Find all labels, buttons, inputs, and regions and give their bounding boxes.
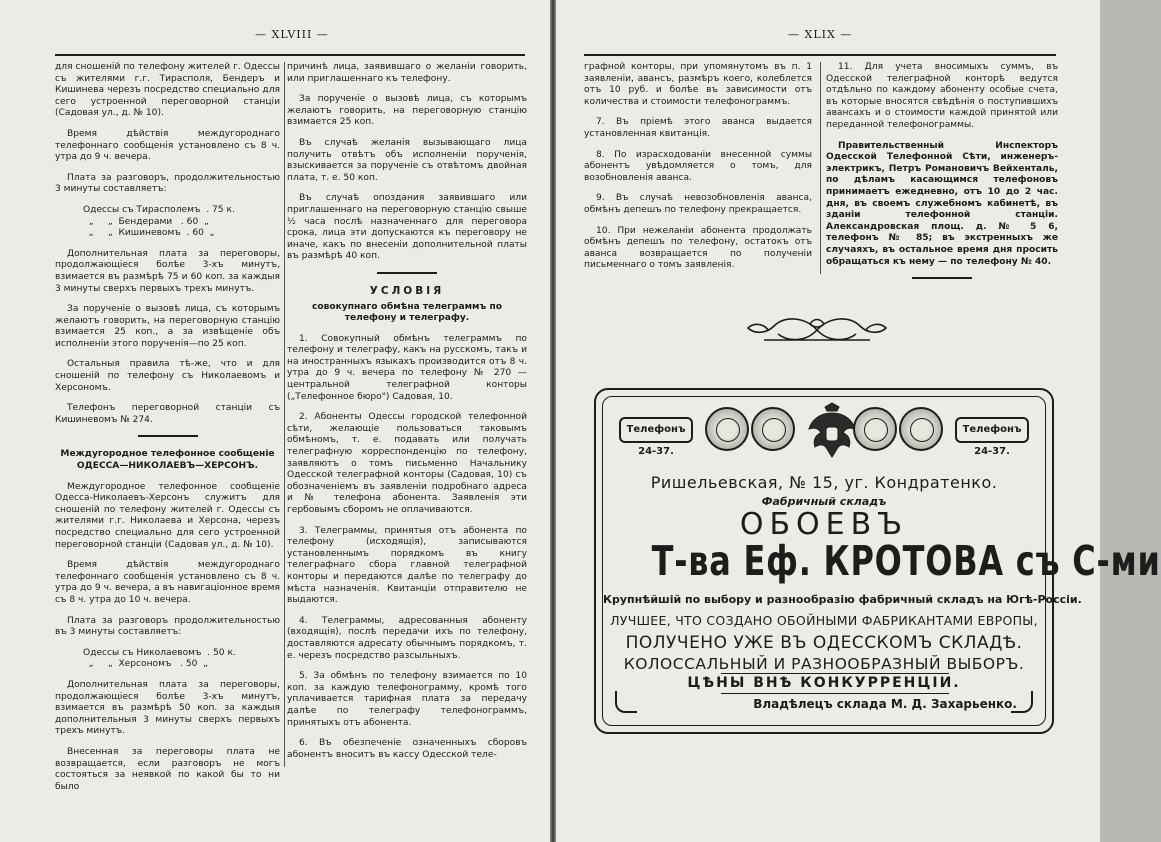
advert-slogan: КОЛОССАЛЬНЫЙ И РАЗНООБРАЗНЫЙ ВЫБОРЪ. [623, 655, 1025, 673]
condition-item: 8. По израсходованіи внесенной суммы абонентъ увѣдомляется о томъ, для возобновленія аванса. [584, 149, 812, 183]
advert-slogan: ЦѢНЫ ВНѢ КОНКУРРЕНЦІИ. [687, 675, 961, 691]
column-divider [820, 62, 821, 274]
phone-label-left: Телефонъ 24-37. [619, 417, 693, 443]
paragraph: для сношеній по телефону жителей г. Одессы съ жителями г.г. Тирасполя, Бендеръ и Кишинева черезъ посредство специально для сего устроенной переговорной станціи (Садовая ул., д. № 10). [55, 62, 280, 119]
paragraph: Дополнительная плата за переговоры, продолжающіеся болѣе 3-хъ минутъ, взимается въ размѣрѣ 50 коп. за каждыя дополнительныя 3 минуты сверхъ первыхъ трехъ минутъ. [55, 679, 280, 737]
double-eagle-crest-icon [807, 403, 857, 459]
medal-icon [853, 407, 897, 451]
advert-slogan: Крупнѣйшій по выбору и разнообразію фабричный складъ на Югѣ-Россіи. [603, 593, 1082, 606]
left-column-1 [55, 62, 280, 802]
paragraph: Время дѣйствія междугороднаго телефоннаго сообщенія установлено съ 8 ч. утра до 9 ч. вечера. [55, 128, 280, 163]
inspector-notice: Правительственный Инспекторъ Одесской Телефонной Сѣти, инженеръ-электрикъ, Петръ Романовичъ Вейхенталь, по дѣламъ касающимся телефоновъ принимаетъ ежедневно, отъ 10 до 2 час. дня, въ своемъ служебномъ кабинетѣ, въ зданіи телефонной станціи. Александровская площ. д. № 5 6, телефонъ № 85; въ экстренныхъ же случаяхъ, въ остальное время дня просить обращаться къ нему — по телефону № 40. [826, 140, 1058, 267]
section-rule [912, 277, 972, 279]
paragraph: За порученіе о вызовѣ лица, съ которымъ желаютъ говорить, на переговорную станцію взимается 25 коп., а за извѣщеніе объ исполненіи этого порученія—по 25 коп. [55, 304, 280, 349]
paragraph: графной конторы, при упомянутомъ въ п. 1 заявленіи, авансъ, размѣръ коего, колеблется отъ 10 руб. и болѣе въ зависимости отъ количества и стоимости телефонограммъ. [584, 62, 812, 107]
advert-slogan: ПОЛУЧЕНО УЖЕ ВЪ ОДЕССКОМЪ СКЛАДѢ. [625, 633, 1023, 653]
condition-item: 11. Для учета вносимыхъ суммъ, въ Одесской телеграфной конторѣ ведутся отдѣльно по каждому абоненту особые счета, въ которые вносятся свѣдѣнія о поступившихъ авансахъ и о стоимости каждой принятой или переданной телефонограммы. [826, 62, 1058, 130]
header-rule [584, 54, 1056, 56]
page-number: — XLIX — [788, 28, 853, 41]
rates-table-kishinev [83, 205, 280, 240]
advert-product: ОБОЕВЪ [739, 507, 909, 542]
section-rule [138, 435, 198, 437]
condition-item: 6. Въ обезпеченіе означенныхъ сборовъ абонентъ вноситъ въ кассу Одесской теле- [287, 738, 527, 760]
condition-item: 4. Телеграммы, адресованныя абоненту (входящія), послѣ передачи ихъ по телефону, доставляются адресату обычнымъ порядкомъ, т. е. черезъ посредство разсыльныхъ. [287, 615, 527, 661]
paragraph: Плата за разговоръ, продолжительностью 3 минуты составляетъ: [55, 172, 280, 195]
wallpaper-advertisement [594, 388, 1161, 734]
paragraph: Телефонъ переговорной станціи съ Кишиневомъ № 274. [55, 403, 280, 425]
medal-icon [705, 407, 749, 451]
right-column-2 [826, 62, 1058, 291]
right-page [556, 0, 1161, 842]
frame-corner-ornament [615, 691, 637, 713]
paragraph: Междугородное телефонное сообщеніе Одесса-Николаевъ-Херсонъ служитъ для сношеній по телефону жителей г. Одессы съ жителями г.г. Николаева и Херсона, черезъ посредство специально для сего устроенной переговорной станціи (Садовая ул., д. № 10). [55, 481, 280, 550]
condition-item: 10. При нежеланіи абонента продолжать обмѣнъ депешъ по телефону, остатокъ отъ аванса возвращается по полученіи письменнаго о томъ заявленія. [584, 225, 812, 271]
column-divider [284, 62, 285, 767]
rate-row: „ „ Херсономъ . 50 „ [83, 659, 208, 670]
medal-icon [899, 407, 943, 451]
left-column-2 [287, 62, 527, 770]
advert-rule [721, 693, 949, 694]
advert-address: Ришельевская, № 15, уг. Кондратенко. [650, 473, 998, 492]
paragraph: Въ случаѣ опоздания заявившаго или приглашеннаго на переговорную станцію свыше ½ часа послѣ назначеннаго для переговора срока, лица эти допускаются къ переговору не иначе, какъ по внесеніи дополнительной платы въ размѣрѣ 40 коп. [287, 193, 527, 262]
rate-row: „ „ Кишиневомъ . 60 „ [83, 228, 215, 239]
section-rule [377, 272, 437, 274]
paragraph: Время дѣйствія междугороднаго телефоннаго сообщенія установлено съ 8 ч. утра до 9 ч. вечера, а въ навигаціонное время съ 8 ч. утра до 10 ч. вечера. [55, 560, 280, 605]
advert-rule [721, 673, 949, 674]
left-page [0, 0, 550, 842]
advert-inner-frame [602, 396, 1161, 726]
advert-owner: Владѣлецъ склада М. Д. Захарьенко. [753, 697, 1017, 711]
paragraph: Остальныя правила тѣ-же, что и для сношеній по телефону съ Николаевомъ и Херсономъ. [55, 359, 280, 393]
paragraph: причинѣ лица, заявившаго о желаніи говорить, или приглашеннаго къ телефону. [287, 62, 527, 84]
paragraph: Плата за разговоръ продолжительностью въ 3 минуты составляетъ: [55, 615, 280, 638]
paragraph: Внесенная за переговоры плата не возвращается, если разговоръ не могъ состояться за неявкой по какой бы то ни было [55, 746, 280, 792]
rate-row: „ „ Бендерами . 60 „ [83, 216, 209, 227]
section-heading: Междугородное телефонное сообщеніе ОДЕССА—НИКОЛАЕВЪ—ХЕРСОНЪ. [60, 449, 275, 472]
advert-warehouse: Фабричный складъ [761, 495, 887, 508]
section-subtitle: совокупнаго обмѣна телеграммъ по телефону и телеграфу. [312, 301, 502, 324]
section-title: УСЛОВІЯ [369, 284, 445, 297]
paragraph: За порученіе о вызовѣ лица, съ которымъ желаютъ говорить, на переговорную станцію взимается 25 коп. [287, 94, 527, 128]
advert-slogan: ЛУЧШЕЕ, ЧТО СОЗДАНО ОБОЙНЫМИ ФАБРИКАНТАМИ ЕВРОПЫ, [610, 613, 1038, 628]
page-number: — XLVIII — [255, 28, 329, 41]
rates-table-kherson [83, 648, 280, 671]
header-rule [55, 54, 525, 56]
frame-corner-ornament [1011, 691, 1033, 713]
condition-item: 2. Абоненты Одессы городской телефонной сѣти, желающіе пользоваться таковымъ обмѣномъ, т. е. подавать или получать телеграфную корреспонденцію по телефону, заявляютъ о томъ письменно Начальнику Одесской телеграфной конторы (Садовая, 10) съ обозначеніемъ въ заявленіи подробнаго адреса и № телефона абонента. Заявленія эти гербовымъ сборомъ не оплачиваются. [287, 412, 527, 515]
condition-item: 1. Совокупный обмѣнъ телеграммъ по телефону и телеграфу, какъ на русскомъ, такъ и на иностранныхъ языкахъ производится отъ 8 ч. утра до 9 ч. вечера по телефону № 270 — центральной телеграфной конторы („Телефонное бюро") Садовая, 10. [287, 333, 527, 402]
condition-item: 3. Телеграммы, принятыя отъ абонента по телефону (исходящія), записываются установленнымъ порядкомъ въ книгу телеграфнаго сбора главной телеграфной конторы и передаются далѣе по телеграфу до мѣста назначенія. Квитанціи отправителю не выдаются. [287, 525, 527, 606]
rate-row: Одессы съ Тирасполемъ . 75 к. [83, 204, 235, 215]
condition-item: 5. За обмѣнъ по телефону взимается по 10 коп. за каждую телефонограмму, кромѣ того уплачивается тарифная плата за передачу далѣе по телеграфу телефонограммъ, принятыхъ отъ абонента. [287, 671, 527, 728]
ornament-flourish [744, 314, 890, 346]
paragraph: Въ случаѣ желанія вызывающаго лица получить отвѣтъ объ исполненіи порученія, взыскивается за порученіе съ отвѣтомъ двойная плата, т. е. 50 коп. [287, 137, 527, 183]
condition-item: 9. Въ случаѣ невозобновленія аванса, обмѣнъ депешъ по телефону прекращается. [584, 193, 812, 215]
phone-label-right: Телефонъ 24-37. [955, 417, 1029, 443]
medal-icon [751, 407, 795, 451]
advert-company-name: Т-ва Еф. КРОТОВА съ С-ми [651, 537, 1161, 585]
rate-row: Одессы съ Николаевомъ . 50 к. [83, 647, 236, 658]
right-column-1 [584, 62, 812, 281]
paragraph: Дополнительная плата за переговоры, продолжающіеся болѣе 3-хъ минутъ, взимается въ размѣрѣ 75 и 60 коп. за каждыя 3 минуты сверхъ первыхъ трехъ минутъ. [55, 248, 280, 294]
condition-item: 7. Въ пріемѣ этого аванса выдается установленная квитанція. [584, 117, 812, 139]
